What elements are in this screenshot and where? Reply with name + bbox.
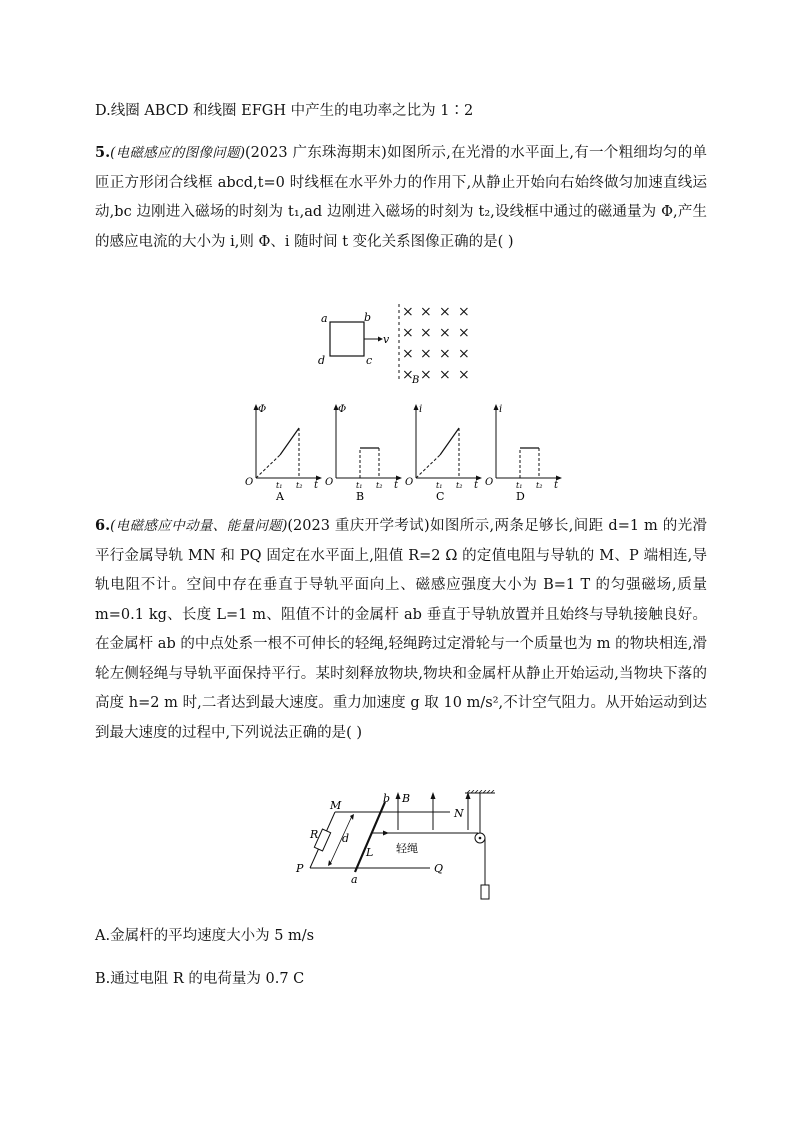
q5-number: 5. xyxy=(95,144,111,161)
label-R: R xyxy=(310,828,319,841)
graph-c-label: C xyxy=(436,490,445,503)
corner-d-label: d xyxy=(318,354,326,367)
question-6 xyxy=(95,511,707,748)
svg-text:×: × xyxy=(439,325,451,341)
graph-c-origin: O xyxy=(405,477,414,488)
q5-text: 如图所示,在光滑的水平面上,有一个粗细均匀的单匝正方形闭合线框 abcd,t=0 时线框在水平外力的作用下,从静止开始向右始终做匀加速直线运动,bc 边刚进入磁场的时刻为 t₁,ad 边刚进入磁场的时刻为 t₂,设线框中通过的磁通量为 Φ,产生的感应电流的大小为 i,则 Φ、i 随时间 t 变化关系图像正确的是( ) xyxy=(95,145,707,250)
label-P: P xyxy=(296,862,304,875)
q6-option-a: A.金属杆的平均速度大小为 5 m/s xyxy=(95,928,315,944)
graph-c-t1: t₁ xyxy=(436,481,443,490)
svg-text:×: × xyxy=(458,304,470,320)
graph-a-t2: t₂ xyxy=(296,481,303,490)
graph-b-origin: O xyxy=(325,477,334,488)
svg-text:×: × xyxy=(402,304,414,320)
graph-b xyxy=(318,400,404,505)
graph-d-yaxis: i xyxy=(499,404,503,415)
label-b: b xyxy=(383,792,391,805)
label-B: B xyxy=(402,792,411,805)
graph-b-label: B xyxy=(356,490,365,503)
velocity-label: v xyxy=(383,333,390,346)
label-L: L xyxy=(366,846,374,859)
graph-d-label: D xyxy=(516,490,525,503)
label-M: M xyxy=(330,799,342,812)
graph-b-t: t xyxy=(394,480,399,491)
svg-text:×: × xyxy=(420,367,432,383)
q5-graphs xyxy=(238,400,568,505)
graph-d-t1: t₁ xyxy=(516,481,523,490)
corner-a-label: a xyxy=(321,312,328,325)
svg-text:×: × xyxy=(402,367,414,383)
graph-a xyxy=(238,400,324,505)
graph-c xyxy=(398,400,484,505)
q5-tag: (电磁感应的图像问题) xyxy=(110,145,245,161)
graph-a-label: A xyxy=(276,490,284,503)
q6-option-b: B.通过电阻 R 的电荷量为 0.7 C xyxy=(95,971,305,987)
svg-text:×: × xyxy=(458,325,470,341)
q5-source: (2023 广东珠海期末) xyxy=(245,145,387,161)
label-d: d xyxy=(342,832,350,845)
graph-a-t1: t₁ xyxy=(276,481,283,490)
graph-b-yaxis: Φ xyxy=(338,404,347,415)
q6-rail-figure xyxy=(290,790,510,905)
graph-d-t2: t₂ xyxy=(536,481,543,490)
corner-c-label: c xyxy=(366,354,373,367)
svg-text:×: × xyxy=(439,346,451,362)
question-5 xyxy=(95,138,707,257)
corner-b-label: b xyxy=(364,311,372,324)
option-d-previous: D.线圈 ABCD 和线圈 EFGH 中产生的电功率之比为 1∶2 xyxy=(95,103,474,119)
graph-c-yaxis: i xyxy=(419,404,423,415)
svg-text:×: × xyxy=(439,304,451,320)
q6-text: 如图所示,两条足够长,间距 d=1 m 的光滑平行金属导轨 MN 和 PQ 固定在水平面上,阻值 R=2 Ω 的定值电阻与导轨的 M、P 端相连,导轨电阻不计。空间中存在垂直于导轨平面向上、磁感应强度大小为 B=1 T 的匀强磁场,质量 m=0.1 kg、长度 L=1 m、阻值不计的金属杆 ab 垂直于导轨放置并且始终与导轨接触良好。在金属杆 ab 的中点处系一根不可伸长的轻绳,轻绳跨过定滑轮与一个质量也为 m 的物块相连,滑轮左侧轻绳与导轨平面保持平行。某时刻释放物块,物块和金属杆从静止开始运动,当物块下落的高度 h=2 m 时,二者达到最大速度。重力加速度 g 取 10 m/s²,不计空气阻力。从开始运动到达到最大速度的过程中,下列说法正确的是( ) xyxy=(95,518,707,741)
label-Q: Q xyxy=(434,862,444,875)
graph-d xyxy=(478,400,564,505)
graph-d-origin: O xyxy=(485,477,494,488)
field-label: B xyxy=(412,375,420,386)
svg-text:×: × xyxy=(458,367,470,383)
q6-source: (2023 重庆开学考试) xyxy=(287,518,430,534)
label-N: N xyxy=(454,807,464,820)
graph-a-origin: O xyxy=(245,477,254,488)
graph-a-t: t xyxy=(314,480,319,491)
label-rope: 轻绳 xyxy=(396,842,418,855)
graph-b-t1: t₁ xyxy=(356,481,363,490)
svg-text:×: × xyxy=(420,304,432,320)
svg-text:×: × xyxy=(420,325,432,341)
graph-c-t: t xyxy=(474,480,479,491)
graph-c-t2: t₂ xyxy=(456,481,463,490)
q5-loop-figure xyxy=(310,302,500,386)
svg-text:×: × xyxy=(402,325,414,341)
label-a: a xyxy=(351,873,358,886)
svg-text:×: × xyxy=(439,367,451,383)
q6-number: 6. xyxy=(95,517,111,534)
svg-text:×: × xyxy=(420,346,432,362)
graph-d-t: t xyxy=(554,480,559,491)
graph-b-t2: t₂ xyxy=(376,481,383,490)
q6-tag: (电磁感应中动量、能量问题) xyxy=(110,518,288,534)
magnetic-field-crosses xyxy=(402,304,470,383)
graph-a-yaxis: Φ xyxy=(258,404,267,415)
svg-text:×: × xyxy=(458,346,470,362)
svg-text:×: × xyxy=(402,346,414,362)
